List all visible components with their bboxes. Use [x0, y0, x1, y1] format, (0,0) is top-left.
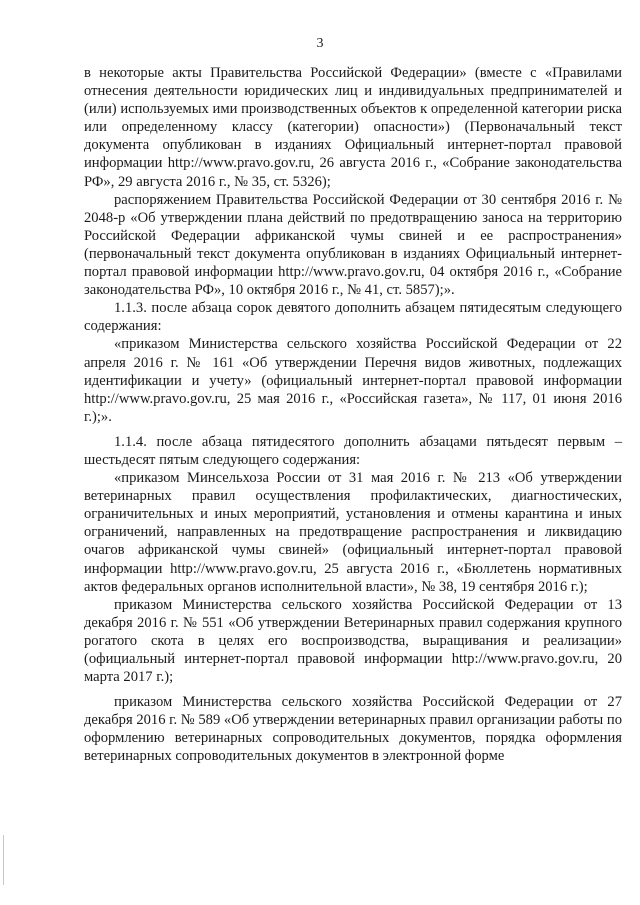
paragraph-order-213: «приказом Минсельхоза России от 31 мая 2016 г. № 213 «Об утверждении ветеринарных правил осуществления профилактических, диагностических, ограничительных и иных мероприятий, установления и отмены карантина и иных ограничений, направленных на предотвращение распространения и ликвидацию очагов африканской чумы свиней» (официальный интернет-портал правовой информации http://www.pravo.gov.ru, 25 августа 2016 г., «Бюллетень нормативных актов федеральных органов исполнительной власти», № 38, 19 сентября 2016 г.);	[84, 470, 622, 595]
paragraph-order-2048r: распоряжением Правительства Российской Федерации от 30 сентября 2016 г. № 2048-р «Об утверждении плана действий по предотвращению заноса на территорию Российской Федерации африканской чумы свиней и ее распространения» (первоначальный текст документа опубликован в изданиях Официальный интернет-портал правовой информации http://www.pravo.gov.ru, 04 октября 2016 г., «Собрание законодательства РФ», 10 октября 2016 г., № 41, ст. 5857);».	[84, 191, 622, 299]
page-number: 3	[316, 36, 324, 51]
paragraph-order-589: приказом Министерства сельского хозяйства Российской Федерации от 27 декабря 2016 г. № 589 «Об утверждении ветеринарных правил организации работы по оформлению ветеринарных сопроводительных документов, порядка оформления ветеринарных сопроводительных документов в электронной форме	[84, 694, 622, 765]
paragraph-continuation: в некоторые акты Правительства Российской Федерации» (вместе с «Правилами отнесения деятельности юридических лиц и индивидуальных предпринимателей и (или) используемых ими производственных объектов к определенной категории риска или определенному классу (категории) опасности») (Первоначальный текст документа опубликован в изданиях Официальный интернет-портал правовой информации http://www.pravo.gov.ru, 26 августа 2016 г., «Собрание законодательства РФ», 29 августа 2016 г., № 35, ст. 5326);	[84, 65, 622, 190]
scan-edge-line	[3, 835, 4, 885]
document-body	[84, 64, 622, 766]
paragraph-order-551: приказом Министерства сельского хозяйства Российской Федерации от 13 декабря 2016 г. № 551 «Об утверждении Ветеринарных правил содержания крупного рогатого скота в целях его воспроизводства, выращивания и реализации» (официальный интернет-портал правовой информации http://www.pravo.gov.ru, 20 марта 2017 г.);	[84, 596, 622, 686]
paragraph-order-161: «приказом Министерства сельского хозяйства Российской Федерации от 22 апреля 2016 г. № 161 «Об утверждении Перечня видов животных, подлежащих идентификации и учету» (официальный интернет-портал правовой информации http://www.pravo.gov.ru, 25 мая 2016 г., «Российская газета», № 117, 01 июня 2016 г.);».	[84, 336, 622, 425]
paragraph-item-1-1-3: 1.1.3. после абзаца сорок девятого дополнить абзацем пятидесятым следующего содержания:	[84, 300, 622, 335]
paragraph-item-1-1-4: 1.1.4. после абзаца пятидесятого дополнить абзацами пятьдесят первым – шестьдесят пятым следующего содержания:	[84, 433, 622, 468]
